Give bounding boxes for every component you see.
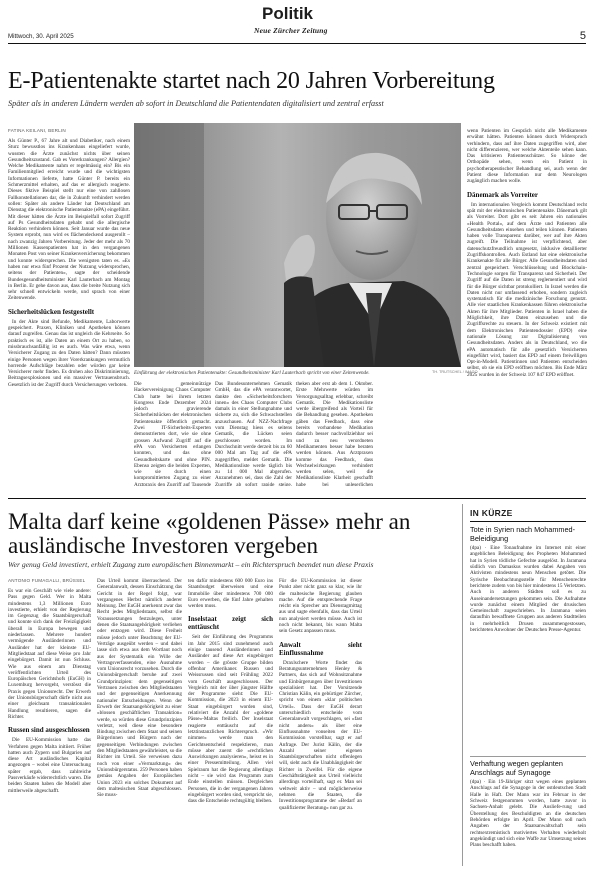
news-item-source: (dpa) — [470, 545, 481, 552]
header-rule — [8, 43, 586, 44]
article2-subhead-1: Russen sind ausgeschlossen — [8, 726, 90, 735]
article1-column-3 — [215, 381, 292, 486]
article1-col5-text: wenn Patienten im Gespräch nicht alle Medikamente erwähnt hätten. Patienten können durch Widerspruch verhindern, dass auf ihre Daten zugegriffen wird, aber nicht differenzieren, wer welche Aktenteile sehen kann. Das kritisieren Patientenschützer. So könne der Orthopäde sehen, wenn ein Patient in psychotherapeutischer Behandlung sei, auch wenn der Patient diese Information nur dem Neurologen zugänglich machen wolle. — [467, 128, 587, 185]
news-item-text: Ein 19-Jähriger sitzt wegen eines geplanten Anschlags auf die Synagoge in der ostdeutschen Stadt Halle in Haft. Der Mann war im Februar in der Schweiz festgenommen worden, hatte zuvor in Sachsen-Anhalt gelebt. Die Ausliefe-rung und Überstellung des Beschuldigten an die deutschen Behörden erfolgte im April. Der Mann soll nach Angaben der Staatsanwaltschaft sein rechtsextremistisch motiviertes Verhalten wiederholt angekündigt und sich eine Waffe zur Umsetzung seines Plans beschafft haben. — [470, 779, 586, 849]
sidebar-divider — [462, 504, 463, 866]
article1-column-5 — [467, 128, 587, 488]
article1-col4-text: theken aber erst ab dem 1. Oktober. Erste Mehrwerte würden im Versorgungsalltag erlebbar, schreibt Gematik. Die Medikationsliste werde übergreifend als Vorteil für die Behandlung gesehen. Apotheken gäben das Feedback, dass eine bereits vorhandene Medikation dadurch besser nachvollziehbar sei und zu neu verordneten Medikamenten besser habe beraten werden können. Aus Arztpraxen komme das Feedback, dass Wechselwirkungen verhindert werden selen, weil die Medikationsliste Klarheit geschafft habe bei unleserlichen — [296, 381, 373, 486]
article-divider — [8, 498, 586, 499]
photo-credit: TH. TRUTSCHEL / IMAGO — [432, 370, 478, 374]
article2-column-2 — [97, 578, 182, 866]
in-kuerze-item-2 — [470, 760, 586, 848]
page-number: 5 — [579, 30, 586, 42]
news-item-body: (dpa) · Ein 19-Jähriger sitzt wegen eines geplanten Anschlags auf die Synagoge in der ostdeutschen Stadt Halle in Haft. Der Mann war im Februar in der Schweiz festgenommen worden, hatte zuvor in Sachsen-Anhalt gelebt. Die Ausliefe-rung und Überstellung des Beschuldigten an die deutschen Behörden erfolgte im April. Der Mann soll nach Angaben der Staatsanwaltschaft sein rechtsextremistisch motiviertes Verhalten wiederholt angekündigt und sich eine Waffe zur Umsetzung seines Plans beschafft haben. — [470, 779, 586, 849]
article1-col1-text: Als Günter P., 67 Jahre alt und Diabetiker, nach einem Sturz bewusstlos ins Krankenhaus eingeliefert wurde, wussten die Ärzte zunächst nichts über seinen Gesundheitszustand. Gab es Vorerkrankungen? Allergien? Welche Medikamente nahm er regelmässig ein? Bis ein Familienmitglied erreicht wurde und die wichtigsten Informationen lieferte, hatte Günter P. bereits ein Schmerzmittel erhalten, auf das er allergisch reagierte. Dieses fiktive Beispiel stellt nur eine von zahllosen Fallkonstellationen dar, die in Zukunft verhindert werden sollen: Später als andere Länder hat Deutschland am Dienstag die elektronische Patientenakte (ePA) eingeführt. Mit dieser hätten die Ärzte im Beispielfall sofort Zugriff auf Ps Gesundheitsdaten gehabt und die allergische Reaktion verhindern können. Seit Januar wurde das neue System erprobt, nun wird es flächendeckend ausgerollt – nach zwanzig Jahren Vorbereitung. Jeder der mehr als 70 Millionen Kassenpatienten hat in den vergangenen Monaten Post von seiner Krankenversicherung bekommen und konnte widersprechen. Die wenigsten taten es. «Es haben nur etwa fünf Prozent der Nutzung widersprochen, seitens der Patienten», sagte der scheidende Bundesgesundheitsminister Karl Lauterbach am Montag in Berlin. Er gehe davon aus, dass die breite Nutzung sich sehr schnell entwickeln werde, und sprach von einer Zeitenwende. — [8, 138, 130, 302]
article2-title: Malta darf keine «goldenen Pässe» mehr an ausländische Investoren vergeben — [8, 509, 411, 558]
article2-byline: ANTONIO FUMAGALLI, BRÜSSEL — [8, 578, 86, 583]
header-date: Mittwoch, 30. April 2025 — [8, 33, 74, 40]
article1-col5b-text: Im internationalen Vergleich kommt Deutschland recht spät mit der elektronischen Patientenakte. Dänemark gilt als Vorreiter. Dort gibt es seit Jahren ein nationales «Health Portal», auf dem Ärzte und Patienten alle Gesundheitsdaten einsehen und teilen können. Patienten haben volle Transparenz darüber, wer auf ihre Akten zugreift. Die Teilnahme ist verpflichtend, aber datenschutzfreundlich umgesetzt, inklusive detaillierter Zugriffskontrollen. Auch Estland hat eine elektronische Krankenakte für alle Bürger. Alle Gesundheitsdaten sind zentral gespeichert. Verschlüsselung und Blockchain-Technologie sorgen für Transparenz und Sicherheit. Der Zugriff auf die Daten ist streng reglementiert und wird für die Bürger sichtbar protokolliert. In Israel werden die Daten nicht nur umfassend erhoben, sondern zugleich systematisch für die medizinische Forschung genutzt. Alle vier staatlichen Krankenkassen führen elektronische Akten für ihre Mitglieder. Patienten in Israel haben die Möglichkeit, ihre Daten einzusehen und die Zugriffsrechte zu steuern. In der Schweiz existiert mit dem Elektronischen Patientendossier (EPD) eine nationale Lösung zur Digitalisierung von Gesundheitsdaten. Anders als in Deutschland, wo die ePA automatisch für alle gesetzlich Versicherten eingeführt wird, basiert das EPD auf einem freiwilligen Opt-in-Modell. Patientinnen und Patienten entscheiden selbst, ob sie ein EPD eröffnen möchten. Bis Ende März 2025 wurden in der Schweiz 107 847 EPD eröffnet. — [467, 201, 587, 378]
article1-col3-text: Das Bundesunternehmen Gematik GmbH, das die ePA verantwortet, dankte den «Sicherheitsforschern innen» des Chaos Computer Clubs damals in einer Stellungnahme und sicherte zu, sich die Schwachstellen anzuschauen. Auf NZZ-Nachfrage vom Dienstag hiess es seitens Gematik, die Lücken seien geschlossen worden. Im Durchschnitt werde derzeit bis zu 60 000 Mal am Tag auf die ePA zugegriffen, meldet Gematik. Die Medikationsliste werde täglich bis zu 14 000 Mal abgerufen. Anzunehmen sei, dass die Zahl der Zugriffe ab sofort rapide steige. — [215, 381, 292, 486]
article1-subhead-1: Sicherheitslücken festgestellt — [8, 307, 95, 316]
in-kuerze-separator — [470, 756, 586, 757]
article1-column-1 — [8, 138, 130, 466]
news-item-source: (dpa) — [470, 779, 481, 786]
photo-caption: Einführung der elektronischen Patientenakte: Gesundheitsminister Karl Lauterbach spricht von einer Zeitenwende. — [134, 370, 370, 376]
article2-col2-text: Das Urteil kommt überraschend. Der Generalanwalt, dessen Einschätzung das Gericht in der Regel folgt, war vergangenes Herbst nämlich anderer Meinung. Der EuGH anerkennt zwar das Recht jedes Mitgliedstaats, selbst die Voraussetzungen festzulegen, unter denen die Staatsangehörigkeit verliehen oder entzogen wird. Diese Freiheit müsse jedoch unter Beachtung der EU-Verträge ausgeübt werden – und dabei lasse sich etwa aus dem Wortlaut noch aus der Systematik ein Wille der Vertragsverfassenden, eine Ausnahme vom Unionsrecht vorzusehen. Durch die Unionsbürgerschaft beruhe auf zwei Grundprinzipien: dem gegenseitigen Vertrauen zwischen den Mitgliedstaaten und der gegenseitigen Anerkennung nationaler Entscheidungen. Wenn der Erwerb der Staatsangehörigkeit zu einer «blossen geschäftlichen Transaktion» werde, so würden diese Grundprinzipien verletzt, weil diese eine besondere Bindung zwischen dem Staat und seinen Bürgerinnen und Bürgern nach der gegenseitigen Verbindungen zwischen den Mitgliedstaaten gewährleistet, so die Richter im Urteil. Sie verweisen dazu noch von einer «Vermarktung» des Unionsbürgerstatus. 259 Personen haben gemäss Angaben der Europäischen Union 2023 ein solches Dokument auf dem maltesischen Staat abgeschlossen. Sie muss- — [97, 578, 182, 799]
article2-column-1 — [8, 588, 91, 866]
article1-column-2 — [134, 381, 211, 486]
article2-subhead-2: Inselstaat zeigt sich enttäuscht — [188, 615, 273, 632]
article1-byline: FATINA KEILANI, BERLIN — [8, 128, 66, 133]
article1-photo — [134, 123, 461, 367]
article2-col3-text: ten dafür mindestens 600 000 Euro ins Staatsbudget überweisen und eine Immobilie über mindestens 700 000 Euro erwerben, die fünf Jahre gehalten werden muss. — [188, 578, 273, 610]
article1-col1b-text: In der Akte sind Befunde, Medikamente, Laborwerte gespeichert. Praxen, Kliniken und Apotheken können darauf zugreifen. Genau das ist ungleich die Kehrseite. So praktisch es ist, alle Daten an einem Ort zu haben, so missbrauchsanfällig ist es auch. Was wäre etwa, wenn Versicherer Zugang zu den Daten hätten? Dann müssten einige Personen wegen ihrer Vorerkrankungen vermutlich horrende Aufschläge bezahlen oder würden gar keine Versicherer mehr finden. Es drohen also Diskriminierung, Beitragsexplosionen und ein massiver Vertrauensbruch. Gesetzlich ist der Zugriff durch Versicherungen verboten. — [8, 318, 130, 388]
article1-subhead-2: Dänemark als Vorreiter — [467, 190, 539, 199]
newspaper-name: Neue Zürcher Zeitung — [254, 26, 328, 35]
article2-column-3 — [188, 578, 273, 866]
in-kuerze-rule — [470, 521, 586, 522]
in-kuerze-heading: IN KÜRZE — [470, 508, 513, 518]
article1-column-4 — [296, 381, 373, 486]
article2-subtitle: Wer genug Geld investiert, erhielt Zugang zum europäischen Binnenmarkt – ein Richterspruch beendet nun diese Praxis — [8, 560, 374, 569]
article1-subtitle: Später als in anderen Ländern werden ab sofort in Deutschland die Patientendaten digitalisiert und zentral erfasst — [8, 99, 384, 108]
lauterbach-photo — [134, 123, 461, 367]
article2-col4b-text: Draxlschere Worte findet das Beratungsunternehmen Henley & Partners, das sich auf Wohnsitznahme und Einbürgerungen über Investitionen spezialisiert hat. Der Vorsitzende Christian Kälin, ein gebürtiger Zürcher, spricht von einem «klar politischen Urteil». Dass der EuGH derart unterschiedlich entscheide vom Generalanwalt vorgeschlagen, sei «fast nicht anders» als über eine Einflussnahme vonseiten der EU-Kommission vorstellbar, sagt er auf Anfrage. Der Jurist Kälin, der die Anzahl seiner eigenen Staatsbürgerschaften nicht offenlegen will, sieht auch die Unabhängigkeit der Richter in Zweifel. Für die eigene Geschäftstätigkeit aus Urteil vielleicht allerdings vorteilhaft, sagt er. Man sei weltweit aktiv – und möglicherweise nehmen die Staaten, die Investitionsprogramme der «Bedarf an qualifizierter Beratung» nun gar zu. — [279, 659, 362, 811]
news-item-body: (dpa) · Eine Tonaufnahme im Internet mit einer angeblichen Beleidigung des Propheten Mohammed hat in Syrien tödliche Gefechte ausgelöst. In Jaramana südlich von Damaskus wurden dabei Angaben von Aktivisten mindestens neun Menschen getötet. Die Syrische Beobachtungsstelle für Menschenrechte berichtete zudem von bis hier mindestens 15 Verletzten. Auch in anderen Städten soll es zu Auseinandersetzungen gekommen sein. Die Aufnahme wurde zunächst einem Mitglied der drusischen Gemeinschaft zugeschrieben. In Jaramana seien daraufhin bewaffnete Gruppen aus anderen Stadtteilen in mehrheitlich Drusen zusammengestossen, berichteten Anwohner der Deutschen Presse-Agentur. — [470, 545, 587, 634]
section-title: Politik — [262, 4, 314, 23]
article2-col3b-text: Seit der Einführung des Programms im Jahr 2015 sind zunehmend auch einige tausend Ausländerinnen und Ausländer auf diese Art eingebürgert worden – die grösste Gruppe bilden offenbar Amerikaner. Russen und Weissrussen sind seit Frühling 2022 vom Geschäft ausgeschlossen. Der Vergleich mit der über jüngster Hälfte der Programme sieht: Die EU-Kommission, die 2023 in einem EU-Staat eingebürgert worden sind, relativiert die Anzahl der «goldene Pässe»-Maltas freilich. Der Inselstaat reagierte enttäuscht auf die letztinstanzlichen Richterspruch. «Wir nimmer» werde man den Gerichtsentscheid respektieren, man müsse aber zuerst die «rechtlichen Auswirkungen analysieren», heisst es in einer Pressemitteilung. Allen viel Spielraum hat die Regierung allerdings nicht – sie wird das Programm zum Ende einstellen müssen. Dergleichen Personen, die in der vergangenen Jahren eingebürgert worden sind, verspricht sie, dass die Entscheide rechtsgültig bleiben. — [188, 634, 273, 805]
article2-subhead-3: Anwalt sieht Einflussnahme — [279, 640, 362, 657]
article2-col1b-text: Die EU-Kommission hatte das Verfahren gegen Malta initiiert. Früher hatten auch Zypern und Bulgarien auf diese Art ausländisches Kapital angezogen – wobei eine Untersuchung später ergab, dass zahlreiche Passverkäufe widerrechtlich waren. Die beiden Staaten haben die Modell aber mittlerweile abgeschafft. — [8, 737, 91, 794]
news-item-title: Tote in Syrien nach Mohammed-Beleidigung — [470, 525, 576, 543]
article1-title: E-Patientenakte startet nach 20 Jahren Vorbereitung — [8, 68, 495, 94]
news-item-text: Eine Tonaufnahme im Internet mit einer angeblichen Beleidigung des Propheten Mohammed hat in Syrien tödliche Gefechte ausgelöst. In Jaramana südlich von Damaskus wurden dabei Angaben von Aktivisten mindestens neun Menschen getötet. Die Syrische Beobachtungsstelle für Menschenrechte berichtete zudem von bis hier mindestens 15 Verletzten. Auch in anderen Städten soll es zu Auseinandersetzungen gekommen sein. Die Aufnahme wurde zunächst einem Mitglied der drusischen Gemeinschaft zugeschrieben. In Jaramana seien daraufhin bewaffnete Gruppen aus anderen Stadtteilen in mehrheitlich Drusen zusammengestossen, berichteten Anwohner der Deutschen Presse-Agentur. — [470, 545, 587, 634]
news-item-title: Verhaftung wegen geplanten Anschlags auf Synagoge — [470, 759, 563, 777]
in-kuerze-item-1 — [470, 526, 586, 633]
article1-col2-text: Die gemeinnützige Hackervereinigung Chaos Computer Club hatte bei ihrem letzten Kongress Ende Dezember 2024 jedoch gravierende Sicherheitslücken der elektronischen Patientenakte öffentlich gemacht. Zwei IT-Sicherheits-Experten demonstrierten dort, wie sie ohne grossen Aufwand Zugriff auf die ePA von Versicherten erlangen konnten, und das ohne Gesundheitskarte und ohne PIN. Ebenso zeigten die beiden Experten, wie sie durch einen kompromittierten Zugang zu einer Arztpraxis den Zugriff auf Tausende — [134, 381, 211, 486]
article2-col4-text: Für die EU-Kommission ist dieser Punkt aber nicht ganz so klar, wie ihr die maltesische Regierung glauben mache. Auf die entsprechende Frage reicht ein Sprecher am Dienstagmittag aus und sagte ebenfalls, dass das Urteil nun analysiert werden müsse. Auch ist noch nicht bekannt, bis wann Malta sein Gesetz anpassen muss. — [279, 578, 362, 635]
article2-col1-text: Es war ein Geschäft wie viele andere: Pass gegen Geld. Wer in Malta mindestens 1,3 Millionen Euro investierte, erhielt von der Regierung im Gegenzug die Staatsbürgerschaft und konnte sich dank der Freizügigkeit überall in Europa bewegen und niederlassen. Mehrere hundert vermögende Ausländerinnen und Ausländer hat der kleinste EU-Mitgliedstaat auf diese Weise pro Jahr eingebürgert. Damit ist nun Schluss. Wie aus einem am Dienstag veröffentlichten Urteil des Europäischen Gerichtshofs (EuGH) in Luxemburg hervorgeht, verstösst die Praxis gegen Unionsrecht. Der Erwerb der Unionsbürgerschaft dürfe nicht aus einer gleichsam transaktionalen Handlung resultieren, sagen die Richter. — [8, 588, 91, 720]
article2-column-4 — [279, 578, 362, 866]
